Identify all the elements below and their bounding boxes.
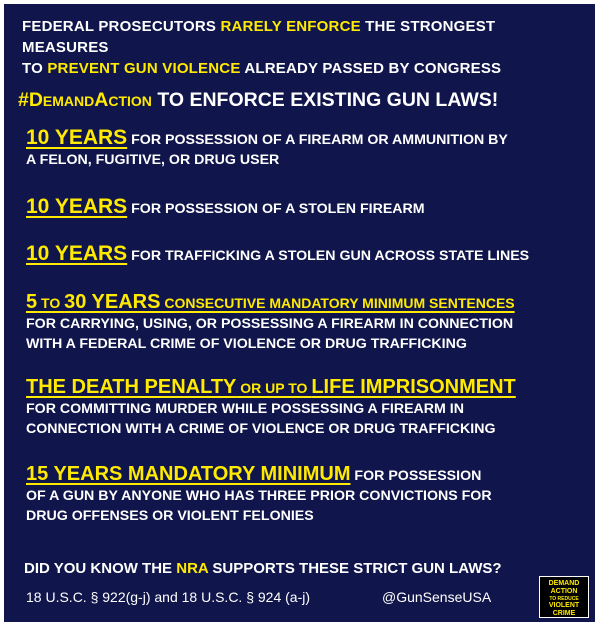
penalty-item-4: 5 TO 30 YEARS CONSECUTIVE MANDATORY MINIMUM SENTENCES FOR CARRYING, USING, OR POSSESSING A FIREARM IN CONNECTION WITH A FEDERAL CRIME OF VIOLENCE OR DRUG TRAFFICKING xyxy=(26,292,591,354)
hashtag-line: #DemandAction TO ENFORCE EXISTING GUN LAWS! xyxy=(18,89,499,111)
penalty-highlight: THE DEATH PENALTY OR UP TO LIFE IMPRISONMENT xyxy=(26,376,516,398)
penalty-highlight: 10 YEARS xyxy=(26,242,128,265)
headline-line-2: TO PREVENT GUN VIOLENCE ALREADY PASSED BY CONGRESS xyxy=(22,60,502,77)
headline-highlight: RARELY ENFORCE xyxy=(220,18,361,35)
penalty-item-3: 10 YEARS FOR TRAFFICKING A STOLEN GUN ACROSS STATE LINES xyxy=(26,242,530,265)
penalty-highlight: 10 YEARS xyxy=(26,126,128,149)
penalty-highlight: 5 TO 30 YEARS CONSECUTIVE MANDATORY MINIMUM SENTENCES xyxy=(26,291,515,313)
twitter-handle: @GunSenseUSA xyxy=(382,589,492,605)
penalty-highlight: 15 YEARS MANDATORY MINIMUM xyxy=(26,463,351,485)
closing-question: DID YOU KNOW THE NRA SUPPORTS THESE STRICT GUN LAWS? xyxy=(24,560,502,577)
penalty-item-6: 15 YEARS MANDATORY MINIMUM FOR POSSESSION OF A GUN BY ANYONE WHO HAS THREE PRIOR CONVICTIONS FOR DRUG OFFENSES OR VIOLENT FELONIES xyxy=(26,463,492,524)
headline-line-1: FEDERAL PROSECUTORS RARELY ENFORCE THE STRONGEST MEASURES xyxy=(22,18,496,56)
poster xyxy=(4,4,595,622)
penalty-highlight: 10 YEARS xyxy=(26,195,128,218)
headline xyxy=(22,16,582,79)
hashtag: #DemandAction xyxy=(18,89,152,111)
penalty-item-2: 10 YEARS FOR POSSESSION OF A STOLEN FIREARM xyxy=(26,195,425,218)
nra-highlight: NRA xyxy=(176,560,209,577)
demand-action-logo: DEMAND ACTION TO REDUCE VIOLENT CRIME xyxy=(539,576,589,618)
penalty-item-5: THE DEATH PENALTY OR UP TO LIFE IMPRISONMENT FOR COMMITTING MURDER WHILE POSSESSING A FIREARM IN CONNECTION WITH A CRIME OF VIOLENCE OR DRUG TRAFFICKING xyxy=(26,377,591,439)
headline-highlight: PREVENT GUN VIOLENCE xyxy=(47,60,241,77)
legal-citation: 18 U.S.C. § 922(g-j) and 18 U.S.C. § 924 (a-j) xyxy=(26,589,311,605)
penalty-item-1: 10 YEARS FOR POSSESSION OF A FIREARM OR AMMUNITION BY A FELON, FUGITIVE, OR DRUG USER xyxy=(26,126,508,168)
